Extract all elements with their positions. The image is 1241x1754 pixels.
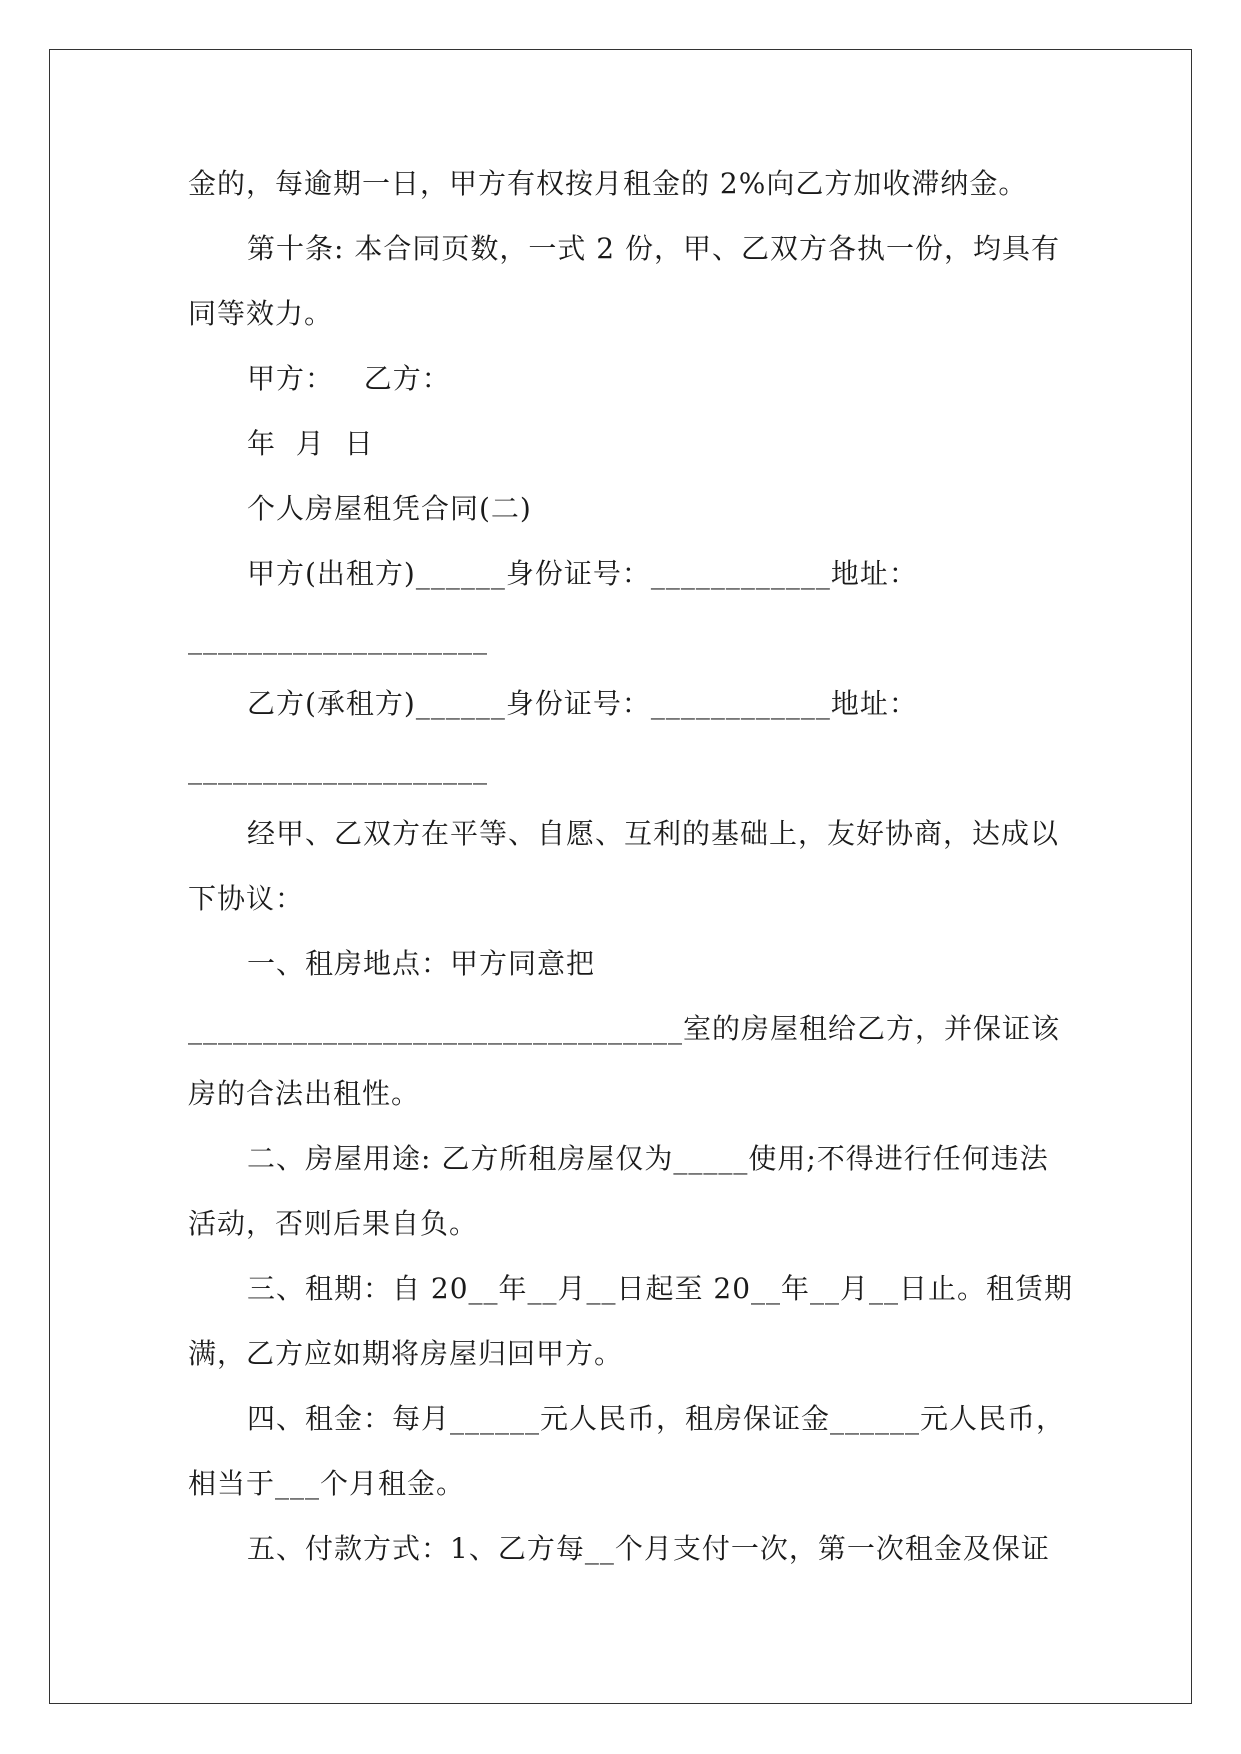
text-line: 乙方(承租方)______身份证号：____________地址： — [247, 687, 918, 720]
text-line: 五、付款方式：1、乙方每__个月支付一次，第一次租金及保证 — [247, 1532, 1050, 1565]
text-line: 经甲、乙双方在平等、自愿、互利的基础上，友好协商，达成以 — [247, 817, 1060, 850]
text-line: 金的，每逾期一日，甲方有权按月租金的 2%向乙方加收滞纳金。 — [188, 167, 1028, 200]
text-line: 下协议： — [188, 882, 305, 915]
text-line: 满，乙方应如期将房屋归回甲方。 — [188, 1337, 624, 1370]
text-line: 甲方： 乙方： — [247, 362, 451, 395]
blank-line: ____________________ — [188, 622, 488, 655]
text-line: 甲方(出租方)______身份证号：____________地址： — [247, 557, 918, 590]
text-line: 同等效力。 — [188, 297, 334, 330]
text-line: 相当于___个月租金。 — [188, 1467, 466, 1500]
text-line: 一、租房地点：甲方同意把 — [247, 947, 596, 980]
text-line: 三、租期：自 20__年__月__日起至 20__年__月__日止。租赁期 — [247, 1272, 1074, 1305]
text-line: _________________________________室的房屋租给乙方，并保证该 — [188, 1012, 1061, 1045]
text-line: 活动，否则后果自负。 — [188, 1207, 479, 1240]
section-title: 个人房屋租凭合同(二) — [247, 492, 532, 525]
text-line: 年 月 日 — [247, 427, 374, 460]
text-line: 二、房屋用途: 乙方所租房屋仅为_____使用;不得进行任何违法 — [247, 1142, 1049, 1175]
text-line: 四、租金：每月______元人民币，租房保证金______元人民币， — [247, 1402, 1066, 1435]
blank-line: ____________________ — [188, 752, 488, 785]
text-line: 房的合法出租性。 — [188, 1077, 421, 1110]
text-line: 第十条: 本合同页数，一式 2 份，甲、乙双方各执一份，均具有 — [247, 232, 1060, 265]
